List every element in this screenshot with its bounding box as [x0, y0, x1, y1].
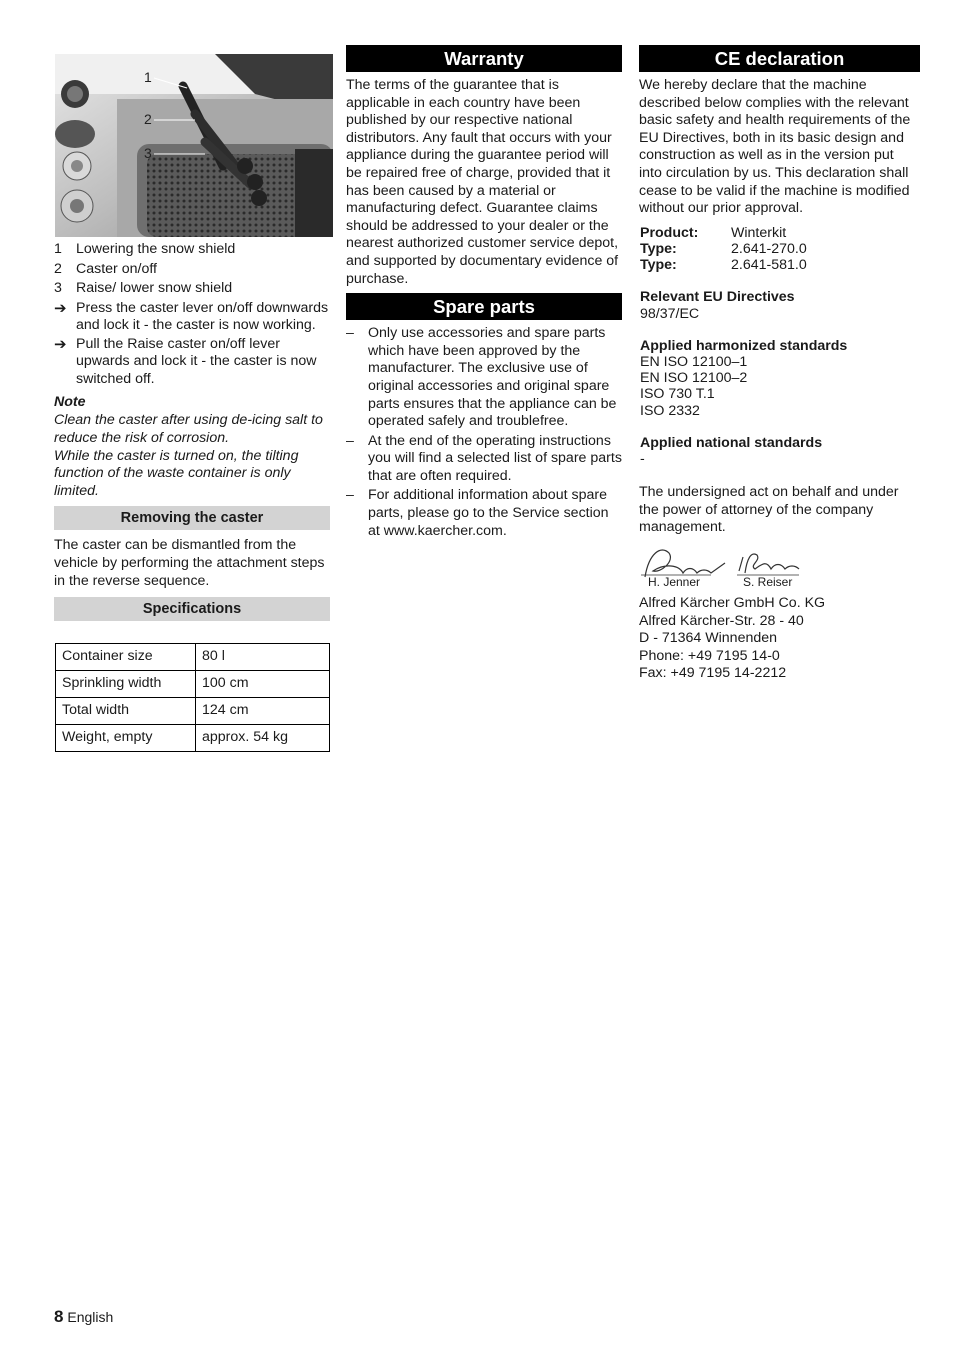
company-address: Alfred Kärcher GmbH Co. KG Alfred Kärcher-Str. 28 - 40 D - 71364 Winnenden Phone: +49 7195 14-0 Fax: +49 7195 14-2212: [639, 594, 826, 682]
middle-column: [346, 45, 622, 540]
signatures: [639, 543, 920, 595]
undersigned-text: The undersigned act on behalf and under the power of attorney of the company management.: [639, 484, 899, 536]
callout-1: 1: [144, 69, 152, 85]
note-text: Clean the caster after using de-icing salt to reduce the risk of corrosion.: [54, 412, 323, 447]
signer-name: S. Reiser: [743, 574, 793, 589]
right-column: [639, 45, 920, 683]
left-column: [54, 45, 330, 752]
control-panel-illustration: [55, 54, 333, 237]
warranty-heading: Warranty: [346, 45, 622, 72]
legend-item: 3 Raise/ lower snow shield: [54, 280, 233, 296]
arrow-right-icon: ➔: [54, 335, 67, 353]
callout-2: 2: [144, 111, 152, 127]
removing-caster-heading: Removing the caster: [54, 506, 330, 530]
note-title: Note: [54, 394, 86, 411]
removing-caster-text: The caster can be dismantled from the vehicle by performing the attachment steps in the reverse sequence.: [54, 537, 325, 589]
instruction-step: ➔ Pull the Raise caster on/off lever upwards and lock it - the caster is now switched off.: [54, 335, 317, 387]
arrow-right-icon: ➔: [54, 299, 67, 317]
table-row: Container size 80 l: [56, 644, 330, 671]
type-row: Type: 2.641-581.0: [640, 257, 807, 274]
ce-declaration-heading: CE declaration: [639, 45, 920, 72]
table-row: Total width 124 cm: [56, 698, 330, 725]
callout-3: 3: [144, 145, 152, 161]
list-item: – At the end of the operating instructions you will find a selected list of spare parts that are often required.: [346, 432, 622, 484]
page-number: 8: [54, 1307, 64, 1326]
instruction-step: ➔ Press the caster lever on/off downwards and lock it - the caster is now working.: [54, 299, 329, 334]
note-text: While the caster is turned on, the tilting function of the waste container is only limited.: [54, 447, 299, 499]
eu-directives: Relevant EU Directives 98/37/EC: [640, 289, 795, 322]
national-standards: Applied national standards -: [640, 434, 823, 467]
ce-intro-text: We hereby declare that the machine described below complies with the relevant basic safety and health requirements of the EU Directives, both in its basic design and construction as well as in the version put into circulation by us. This declaration shall cease to be valid if the machine is modified without our prior approval.: [639, 77, 911, 217]
list-item: – Only use accessories and spare parts which have been approved by the manufacturer. The exclusive use of original accessories and original spare parts ensures that the appliance can be operated safely and troublefree.: [346, 325, 617, 430]
product-row: Product: Winterkit: [640, 224, 787, 241]
spare-parts-list: [346, 325, 622, 540]
product-info: [639, 225, 920, 274]
language-label: English: [67, 1309, 114, 1325]
specifications-table: [55, 643, 330, 752]
control-panel-photo: [55, 54, 333, 237]
type-row: Type: 2.641-270.0: [640, 240, 807, 257]
signer-name: H. Jenner: [648, 574, 701, 589]
legend-item: 2 Caster on/off: [54, 260, 157, 277]
table-row: Weight, empty approx. 54 kg: [56, 725, 330, 752]
figure-legend: [54, 240, 330, 299]
spare-parts-heading: Spare parts: [346, 293, 622, 320]
page-footer: [54, 1308, 113, 1327]
harmonized-standards: Applied harmonized standards EN ISO 12100–1 EN ISO 12100–2 ISO 730 T.1 ISO 2332: [640, 337, 848, 419]
table-row: Sprinkling width 100 cm: [56, 671, 330, 698]
warranty-text: The terms of the guarantee that is applicable in each country have been published by our respective national distributors. Any fault that occurs with your appliance during the guarantee period will be repaired free of charge, provided that it has been caused by a material or manufacturing defect. Guarantee claims should be addressed to your dealer or the nearest authorized customer service depot, and supported by documentary evidence of purchase.: [346, 77, 619, 287]
specifications-heading: Specifications: [54, 597, 330, 621]
list-item: – For additional information about spare parts, please go to the Service section at www.kaercher.com.: [346, 487, 609, 539]
legend-item: 1 Lowering the snow shield: [54, 241, 236, 257]
